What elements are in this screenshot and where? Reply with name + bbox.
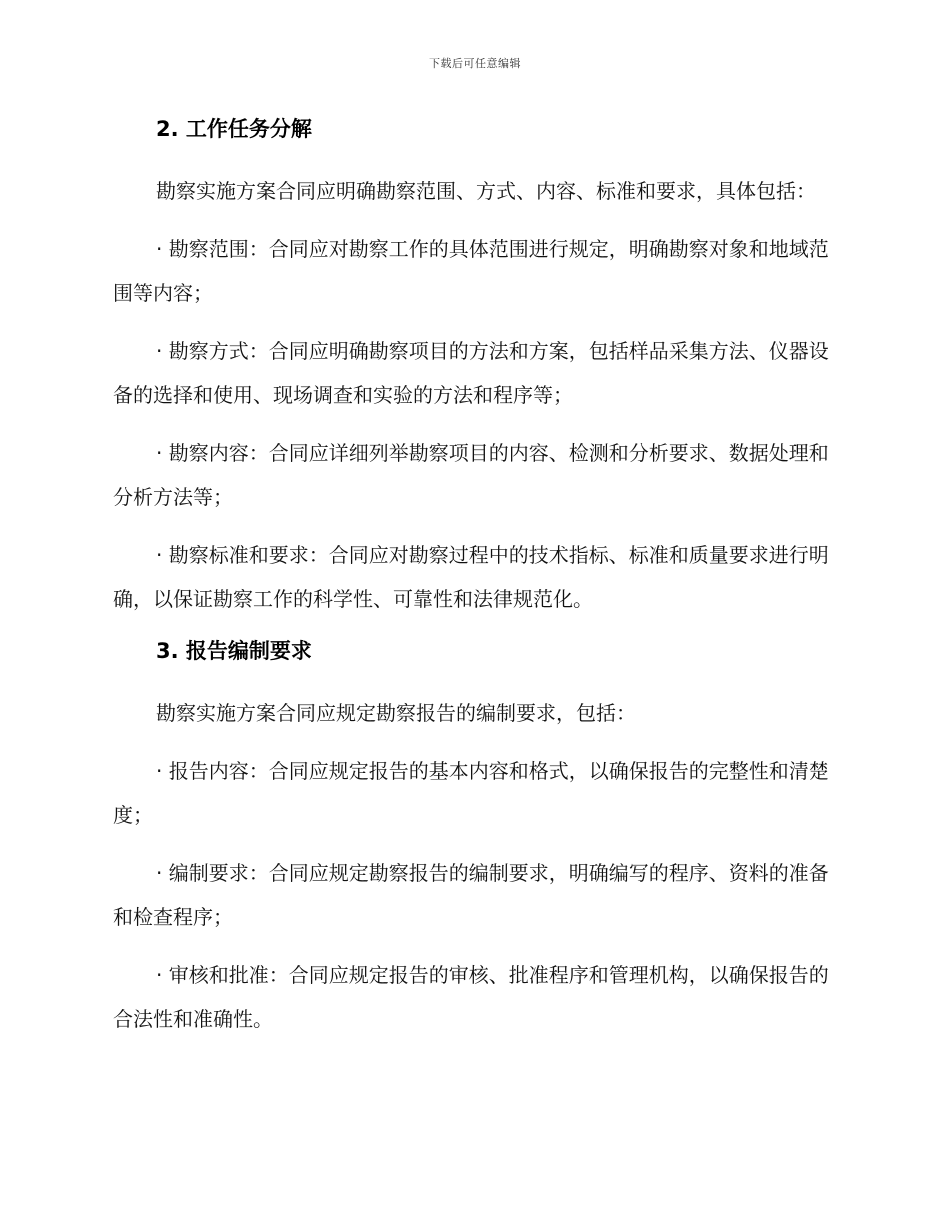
- section-2-bullet-content: · 勘察内容：合同应详细列举勘察项目的内容、检测和分析要求、数据处理和分析方法等；: [113, 441, 829, 509]
- section-3-intro: 勘察实施方案合同应规定勘察报告的编制要求，包括：: [156, 701, 636, 725]
- document-body: [113, 111, 833, 1041]
- section-2-bullet-standards: · 勘察标准和要求：合同应对勘察过程中的技术指标、标准和质量要求进行明确，以保证勘察工作的科学性、可靠性和法律规范化。: [113, 543, 829, 611]
- section-3-bullet-compilation: · 编制要求：合同应规定勘察报告的编制要求，明确编写的程序、资料的准备和检查程序；: [113, 861, 829, 929]
- section-2-bullet-method: · 勘察方式：合同应明确勘察项目的方法和方案，包括样品采集方法、仪器设备的选择和使用、现场调查和实验的方法和程序等；: [113, 339, 829, 407]
- section-2-bullet-scope: · 勘察范围：合同应对勘察工作的具体范围进行规定，明确勘察对象和地域范围等内容；: [113, 237, 829, 305]
- section-3-bullet-content: · 报告内容：合同应规定报告的基本内容和格式，以确保报告的完整性和清楚度；: [113, 759, 829, 827]
- section-3-bullet-review: · 审核和批准：合同应规定报告的审核、批准程序和管理机构，以确保报告的合法性和准确性。: [113, 963, 829, 1031]
- page-header-note: 下载后可任意编辑: [429, 57, 521, 70]
- section-2-intro: 勘察实施方案合同应明确勘察范围、方式、内容、标准和要求，具体包括：: [156, 179, 816, 203]
- section-2-heading: 2. 工作任务分解: [156, 117, 312, 141]
- section-3-heading: 3. 报告编制要求: [156, 639, 312, 663]
